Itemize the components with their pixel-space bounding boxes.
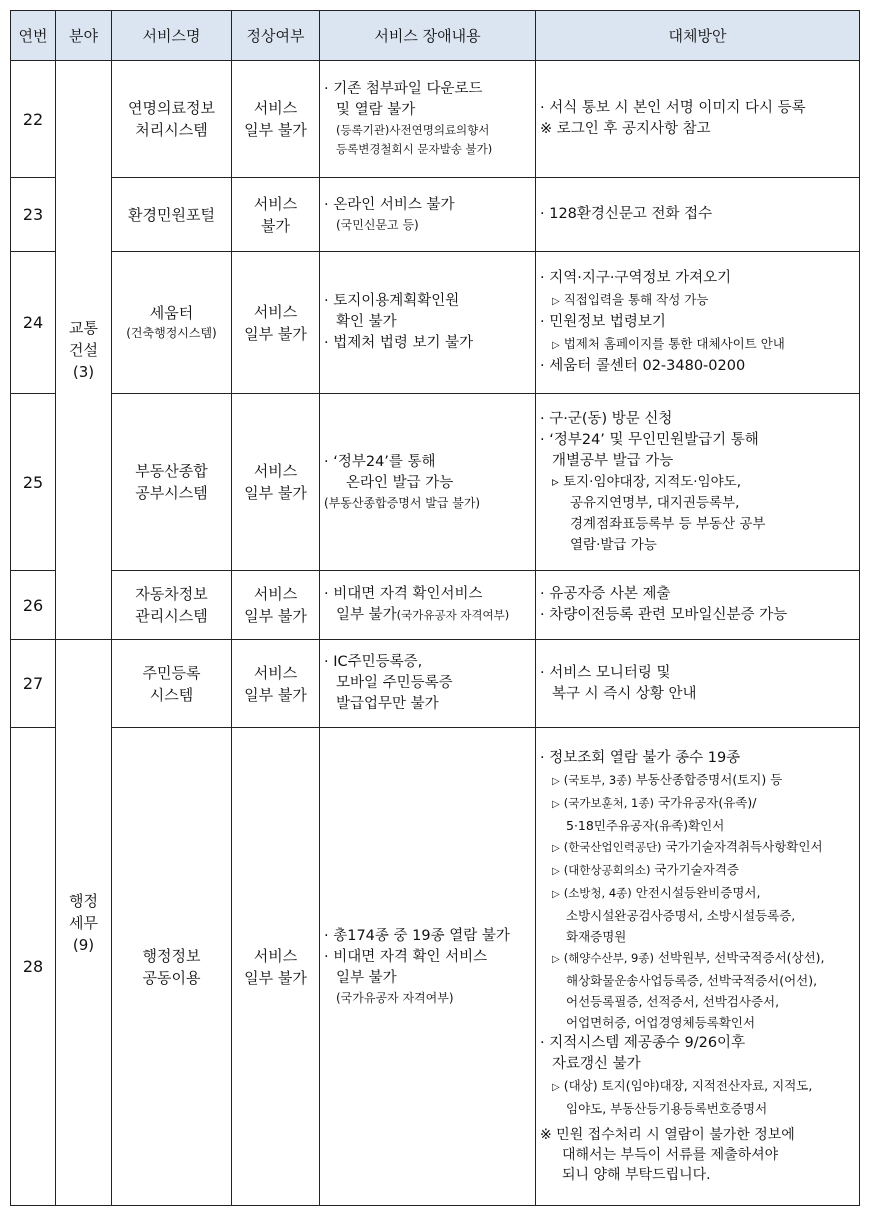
outage-table: [10, 10, 860, 1206]
table-row: [11, 61, 860, 178]
outage-detail: · 총174종 중 19종 열람 불가 · 비대면 자격 확인 서비스 일부 불가 (국가유공자 자격여부): [320, 728, 536, 1206]
service-name: 주민등록 시스템: [112, 640, 232, 728]
row-number: 26: [11, 571, 56, 640]
row-number: 27: [11, 640, 56, 728]
table-row: [11, 252, 860, 394]
table-row: [11, 640, 860, 728]
col-service-name: 서비스명: [112, 11, 232, 61]
service-name: 세움터 (건축행정시스템): [112, 252, 232, 394]
outage-detail: · 기존 첨부파일 다운로드 및 열람 불가 (등록기관)사전연명의료의향서 등록변경철회시 문자발송 불가): [320, 61, 536, 178]
service-status: 서비스 일부 불가: [232, 61, 320, 178]
col-status: 정상여부: [232, 11, 320, 61]
service-status: 서비스 일부 불가: [232, 640, 320, 728]
field-admin: 행정 세무 (9): [56, 640, 112, 1206]
service-name: 부동산종합 공부시스템: [112, 394, 232, 571]
col-no: 연번: [11, 11, 56, 61]
alternative: · 지역·지구·구역정보 가져오기 ▷ 직접입력을 통해 작성 가능 · 민원정보 법령보기 ▷ 법제처 홈페이지를 통한 대체사이트 안내 · 세움터 콜센터 02-3480-0200: [536, 252, 860, 394]
alternative: · 서비스 모니터링 및 복구 시 즉시 상황 안내: [536, 640, 860, 728]
alternative: · 서식 통보 시 본인 서명 이미지 다시 등록 ※ 로그인 후 공지사항 참고: [536, 61, 860, 178]
col-field: 분야: [56, 11, 112, 61]
outage-detail: · 토지이용계획확인원 확인 불가 · 법제처 법령 보기 불가: [320, 252, 536, 394]
field-transport: 교통 건설 (3): [56, 61, 112, 640]
triangle-bullet-icon: ▷: [552, 799, 560, 810]
table-row: [11, 571, 860, 640]
alternative: · 128환경신문고 전화 접수: [536, 178, 860, 252]
service-status: 서비스 일부 불가: [232, 571, 320, 640]
triangle-bullet-icon: ▷: [552, 776, 560, 787]
row-number: 24: [11, 252, 56, 394]
col-alternative: 대체방안: [536, 11, 860, 61]
service-status: 서비스 일부 불가: [232, 394, 320, 571]
service-name: 환경민원포털: [112, 178, 232, 252]
outage-detail: · 비대면 자격 확인서비스 일부 불가(국가유공자 자격여부): [320, 571, 536, 640]
triangle-bullet-icon: ▷: [552, 866, 560, 877]
service-name: 연명의료정보 처리시스템: [112, 61, 232, 178]
triangle-bullet-icon: ▷: [552, 1082, 560, 1093]
row-number: 28: [11, 728, 56, 1206]
table-row: [11, 178, 860, 252]
service-status: 서비스 일부 불가: [232, 252, 320, 394]
triangle-bullet-icon: ▷: [552, 843, 560, 854]
alternative: · 구·군(동) 방문 신청 · ‘정부24’ 및 무인민원발급기 통해 개별공부 발급 가능 ▹ 토지·임야대장, 지적도·임야도, 공유지연명부, 대지권등록부, 경계점좌표등록부 등 부동산 공부 열람·발급 가능: [536, 394, 860, 571]
header-row: [11, 11, 860, 61]
outage-detail: · 온라인 서비스 불가 (국민신문고 등): [320, 178, 536, 252]
triangle-bullet-icon: ▷: [552, 340, 560, 351]
alternative: · 유공자증 사본 제출 · 차량이전등록 관련 모바일신분증 가능: [536, 571, 860, 640]
row-number: 22: [11, 61, 56, 178]
service-name: 행정정보 공동이용: [112, 728, 232, 1206]
outage-detail: · IC주민등록증, 모바일 주민등록증 발급업무만 불가: [320, 640, 536, 728]
triangle-bullet-icon: ▷: [552, 889, 560, 900]
triangle-bullet-icon: ▷: [552, 296, 560, 307]
row-number: 25: [11, 394, 56, 571]
service-status: 서비스 일부 불가: [232, 728, 320, 1206]
table-row: [11, 728, 860, 1206]
triangle-bullet-icon: ▷: [552, 954, 560, 965]
row-number: 23: [11, 178, 56, 252]
outage-detail: · ‘정부24’를 통해 온라인 발급 가능 (부동산종합증명서 발급 불가): [320, 394, 536, 571]
service-name: 자동차정보 관리시스템: [112, 571, 232, 640]
alternative: · 정보조회 열람 불가 종수 19종 ▷ (국토부, 3종) 부동산종합증명서(토지) 등 ▷ (국가보훈처, 1종) 국가유공자(유족)/ 5·18민주유공자(유족)확인서 ▷ (한국산업인력공단) 국가기술자격취득사항확인서 ▷ (대한상공회의소) 국가기술자격증 ▷ (소방청, 4종) 안전시설등완비증명서, 소방시설완공검사증명서, 소방시설등록증, 화재증명원 ▷ (해양수산부, 9종) 선박원부, 선박국적증서(상선), 해상화물운송사업등록증, 선박국적증서(어선), 어선등록필증, 선적증서, 선박검사증서, 어업면허증, 어업경영체등록확인서 · 지적시스템 제공종수 9/26이후 자료갱신 불가 ▷ (대상) 토지(임야)대장, 지적전산자료, 지적도, 임야도, 부동산등기용등록번호증명서 ※ 민원 접수처리 시 열람이 불가한 정보에 대해서는 부득이 서류를 제출하셔야 되니 양해 부탁드립니다.: [536, 728, 860, 1206]
service-status: 서비스 불가: [232, 178, 320, 252]
table-row: [11, 394, 860, 571]
col-outage-detail: 서비스 장애내용: [320, 11, 536, 61]
